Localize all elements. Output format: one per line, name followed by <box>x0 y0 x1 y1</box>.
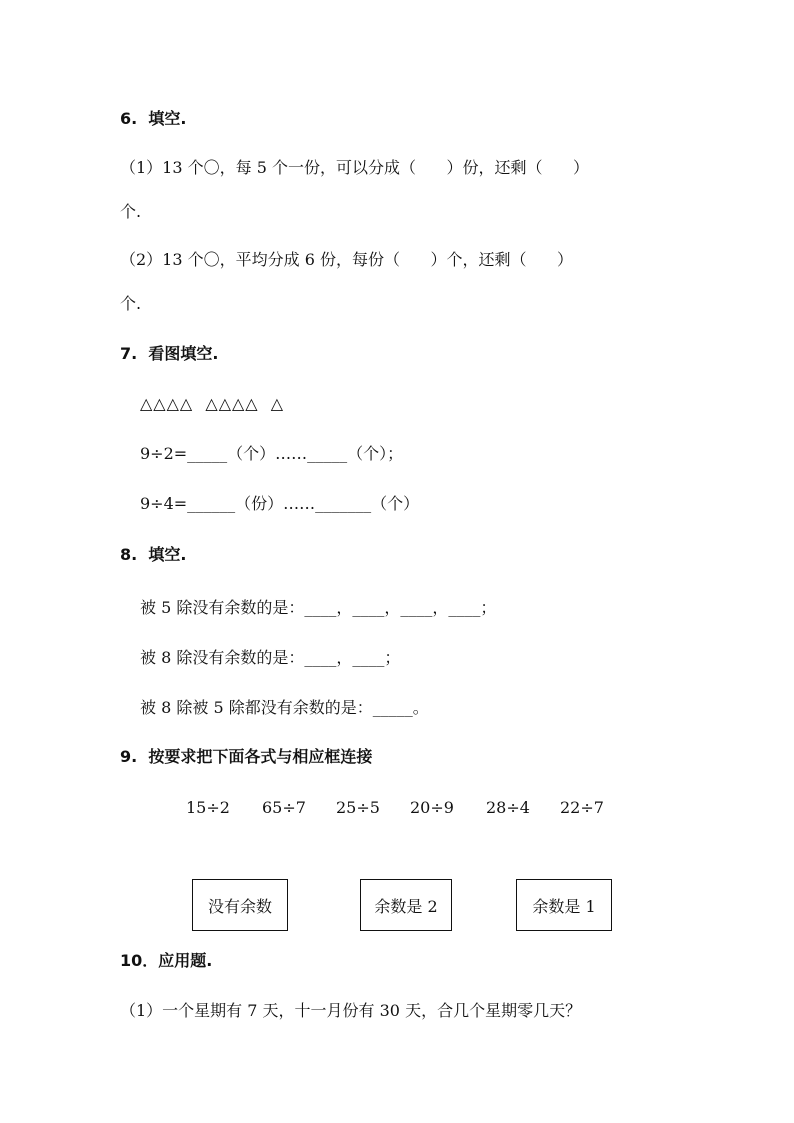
q9-expression[interactable]: 15÷2 <box>186 798 230 817</box>
q6-item2-line1: （2）13 个〇，平均分成 6 份，每份（ ）个，还剩（ ） <box>120 250 574 269</box>
box-label: 没有余数 <box>207 896 272 916</box>
box-label: 余数是 2 <box>374 896 438 916</box>
q7-equation-1: 9÷2=_____（个）……_____（个）； <box>140 444 404 463</box>
q6-item1-line1: （1）13 个〇，每 5 个一份，可以分成（ ）份，还剩（ ） <box>120 158 590 177</box>
q10-title: 10．应用题. <box>120 951 213 970</box>
q8-line-1: 被 5 除没有余数的是：____，____，____，____； <box>140 598 497 617</box>
q9-expression[interactable]: 22÷7 <box>560 798 604 817</box>
q9-expression[interactable]: 28÷4 <box>486 798 530 817</box>
q8-title: 8. 填空. <box>120 545 187 564</box>
box-no-remainder[interactable] <box>192 879 288 931</box>
q7-triangles: △△△△ △△△△ △ <box>140 394 285 413</box>
q6-item2-line2: 个. <box>120 294 142 313</box>
q8-line-2: 被 8 除没有余数的是：____，____； <box>140 648 401 667</box>
q8-line-3: 被 8 除被 5 除都没有余数的是：_____。 <box>140 698 429 717</box>
q10-item-1: （1）一个星期有 7 天，十一月份有 30 天，合几个星期零几天？ <box>120 1001 582 1020</box>
q9-expression[interactable]: 65÷7 <box>262 798 306 817</box>
box-remainder-1[interactable] <box>516 879 612 931</box>
q9-expression[interactable]: 25÷5 <box>336 798 380 817</box>
q9-expression[interactable]: 20÷9 <box>410 798 454 817</box>
box-remainder-2[interactable] <box>360 879 452 931</box>
box-label: 余数是 1 <box>532 896 596 916</box>
q7-equation-2: 9÷4=______（份）……_______（个） <box>140 494 420 513</box>
q6-title: 6. 填空. <box>120 109 187 128</box>
q9-title: 9. 按要求把下面各式与相应框连接 <box>120 747 373 766</box>
q6-item1-line2: 个. <box>120 202 142 221</box>
q7-title: 7. 看图填空. <box>120 344 219 363</box>
